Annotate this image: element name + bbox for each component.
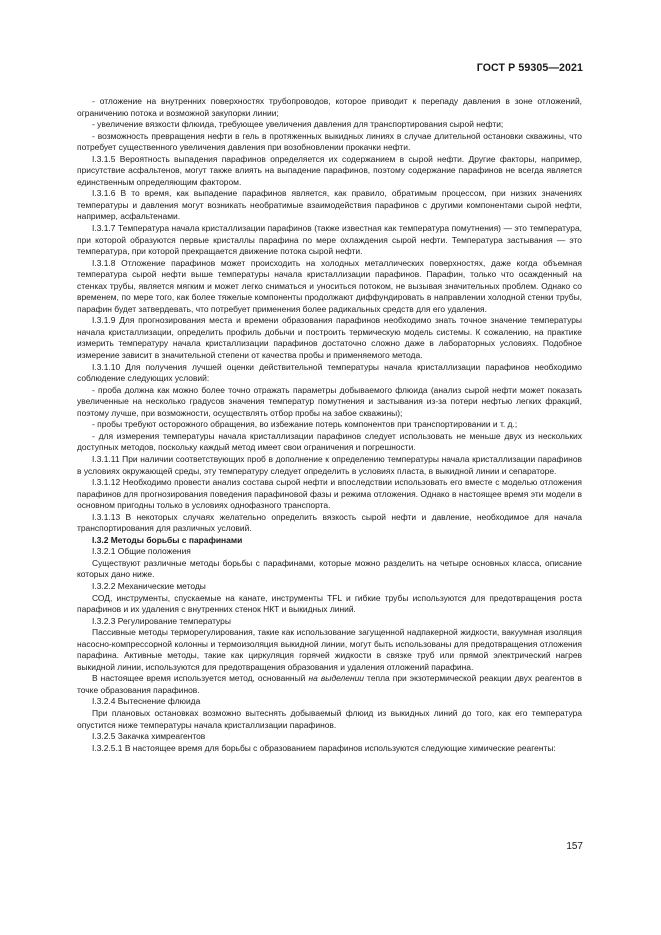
paragraph-method-note bbox=[77, 673, 582, 696]
paragraph: - проба должна как можно более точно отражать параметры добываемого флюида (анализ сырой нефти может показать увеличенные на несколько градусов значения температур помутнения и застывания из-за потери нефтью легких фракций, поэтому лучше, при возможности, осуществлять отбор пробы на забое скважины); bbox=[77, 384, 582, 418]
subsection-heading: I.3.2.5 Закачка химреагентов bbox=[92, 731, 206, 742]
subsection-heading: I.3.2.1 Общие положения bbox=[92, 546, 191, 557]
paragraph: I.3.1.9 Для прогнозирования места и времени образования парафинов необходимо знать точное значение температуры начала кристаллизации, определить профиль добычи и построить термическую модель системы. К сожалению, на практике измерить температуру начала кристаллизации парафинов достаточно сложно даже в лабораторных условиях. Подобное измерение зависит в значительной степени от качества пробы и применяемого метода. bbox=[77, 315, 582, 361]
paragraph: - увеличение вязкости флюида, требующее увеличения давления для транспортирования сырой нефти; bbox=[92, 119, 504, 130]
paragraph: Пассивные методы терморегулирования, такие как использование загущенной надпакерной жидкости, вакуумная изоляция насосно-компрессорной колонны и термоизоляция выкидной линии, могут быть использованы для предотвращения отложения парафина. Активные методы, такие как циркуляция горячей жидкости в связке труб или прямой электрический нагрев выкидной линии, используются для предотвращения образования и удаления отложений парафина. bbox=[77, 627, 582, 672]
subsection-heading: I.3.2.4 Вытеснение флюида bbox=[92, 696, 201, 707]
paragraph: I.3.1.13 В некоторых случаях желательно определить вязкость сырой нефти и давление, необходимое для начала транспортирования для различных условий. bbox=[77, 511, 582, 534]
document-body bbox=[77, 96, 582, 754]
paragraph: - пробы требуют осторожного обращения, во избежание потерь компонентов при транспортировании и т. д.; bbox=[92, 419, 518, 430]
paragraph: I.3.1.5 Вероятность выпадения парафинов определяется их содержанием в сырой нефти. Другие факторы, например, присутствие асфальтенов, могут также влиять на выпадение парафинов, поэтому содержание парафинов не всегда является единственным определяющим фактором. bbox=[77, 153, 582, 187]
paragraph: I.3.1.11 При наличии соответствующих проб в дополнение к определению температуры начала кристаллизации парафинов в условиях окружающей среды, эту температуру следует определить в условиях пласта, в выкидной линии и сепараторе. bbox=[77, 453, 582, 476]
paragraph: Существуют различные методы борьбы с парафинами, которые можно разделить на четыре основных класса, описание которых дано ниже. bbox=[77, 557, 582, 580]
method-note-before: В настоящее время используется метод, основанный bbox=[92, 673, 309, 684]
paragraph: I.3.1.6 В то время, как выпадение парафинов является, как правило, обратимым процессом, при низких значениях температуры и давления могут возникать необратимые взаимодействия парафинов с другими компонентами сырой нефти, например, асфальтенами. bbox=[77, 188, 582, 222]
paragraph: - отложение на внутренних поверхностях трубопроводов, которое приводит к перепаду давления в зоне отложений, ограничению потока и возможной закупорки линии; bbox=[77, 96, 582, 118]
subsection-heading: I.3.2.3 Регулирование температуры bbox=[92, 615, 231, 626]
subsection-heading: I.3.2.2 Механические методы bbox=[92, 580, 206, 591]
standard-header: ГОСТ Р 59305—2021 bbox=[476, 62, 583, 74]
method-note-after: тепла при экзотермической реакции двух реагентов в точке образования парафинов. bbox=[77, 673, 582, 695]
paragraph: I.3.1.10 Для получения лучшей оценки действительной температуры начала кристаллизации парафинов необходимо соблюдение следующих условий: bbox=[77, 361, 582, 384]
paragraph: СОД, инструменты, спускаемые на канате, инструменты TFL и гибкие трубы используются для предотвращения роста парафинов и их удаления с внутренних стенок НКТ и выкидных линий. bbox=[77, 592, 582, 615]
paragraph: I.3.1.8 Отложение парафинов может происходить на холодных металлических поверхностях, даже когда объемная температура сырой нефти выше температуры начала кристаллизации парафинов. Парафин, только что осажденный на стенках трубы, является мягким и может легко сниматься и уноситься потоком, не вызывая значительных проблем. Однако со временем, по мере того, как более тяжелые компоненты продолжают диффундировать в направлении холодной стенки трубы, парафин будет затвердевать, что потребует применения более радикальных средств для его удаления. bbox=[77, 257, 582, 314]
paragraph: При плановых остановках возможно вытеснять добываемый флюид из выкидных линий до того, как его температура опустится ниже температуры начала кристаллизации парафинов. bbox=[77, 707, 582, 730]
paragraph: I.3.2.5.1 В настоящее время для борьбы с образованием парафинов используются следующие химические реагенты: bbox=[92, 742, 556, 753]
paragraph: I.3.1.7 Температура начала кристаллизации парафинов (также известная как температура помутнения) — это температура, при которой образуются первые кристаллы парафина по мере охлаждения сырой нефти. Температура застывания — это температура, при которой прекращается движение потока сырой нефти. bbox=[77, 223, 582, 257]
paragraph: - для измерения температуры начала кристаллизации парафинов следует использовать не меньше двух из нескольких доступных методов, поскольку каждый метод имеет свои ограничения и погрешности. bbox=[77, 430, 582, 453]
section-heading: I.3.2 Методы борьбы с парафинами bbox=[92, 534, 243, 545]
paragraph: - возможность превращения нефти в гель в протяженных выкидных линиях в случае длительной остановки скважины, что потребует существенного увеличения давления при возобновлении прокачки нефти. bbox=[77, 130, 582, 153]
page-number: 157 bbox=[566, 841, 583, 852]
method-note-emphasis: на выделении bbox=[308, 673, 364, 684]
paragraph: I.3.1.12 Необходимо провести анализ состава сырой нефти и впоследствии использовать его вместе с моделью отложения парафинов для прогнозирования поведения парафиновой фазы и режима отложения. Однако в настоящее время эти модели в основном пригодны только в условиях однофазного транспорта. bbox=[77, 477, 582, 511]
